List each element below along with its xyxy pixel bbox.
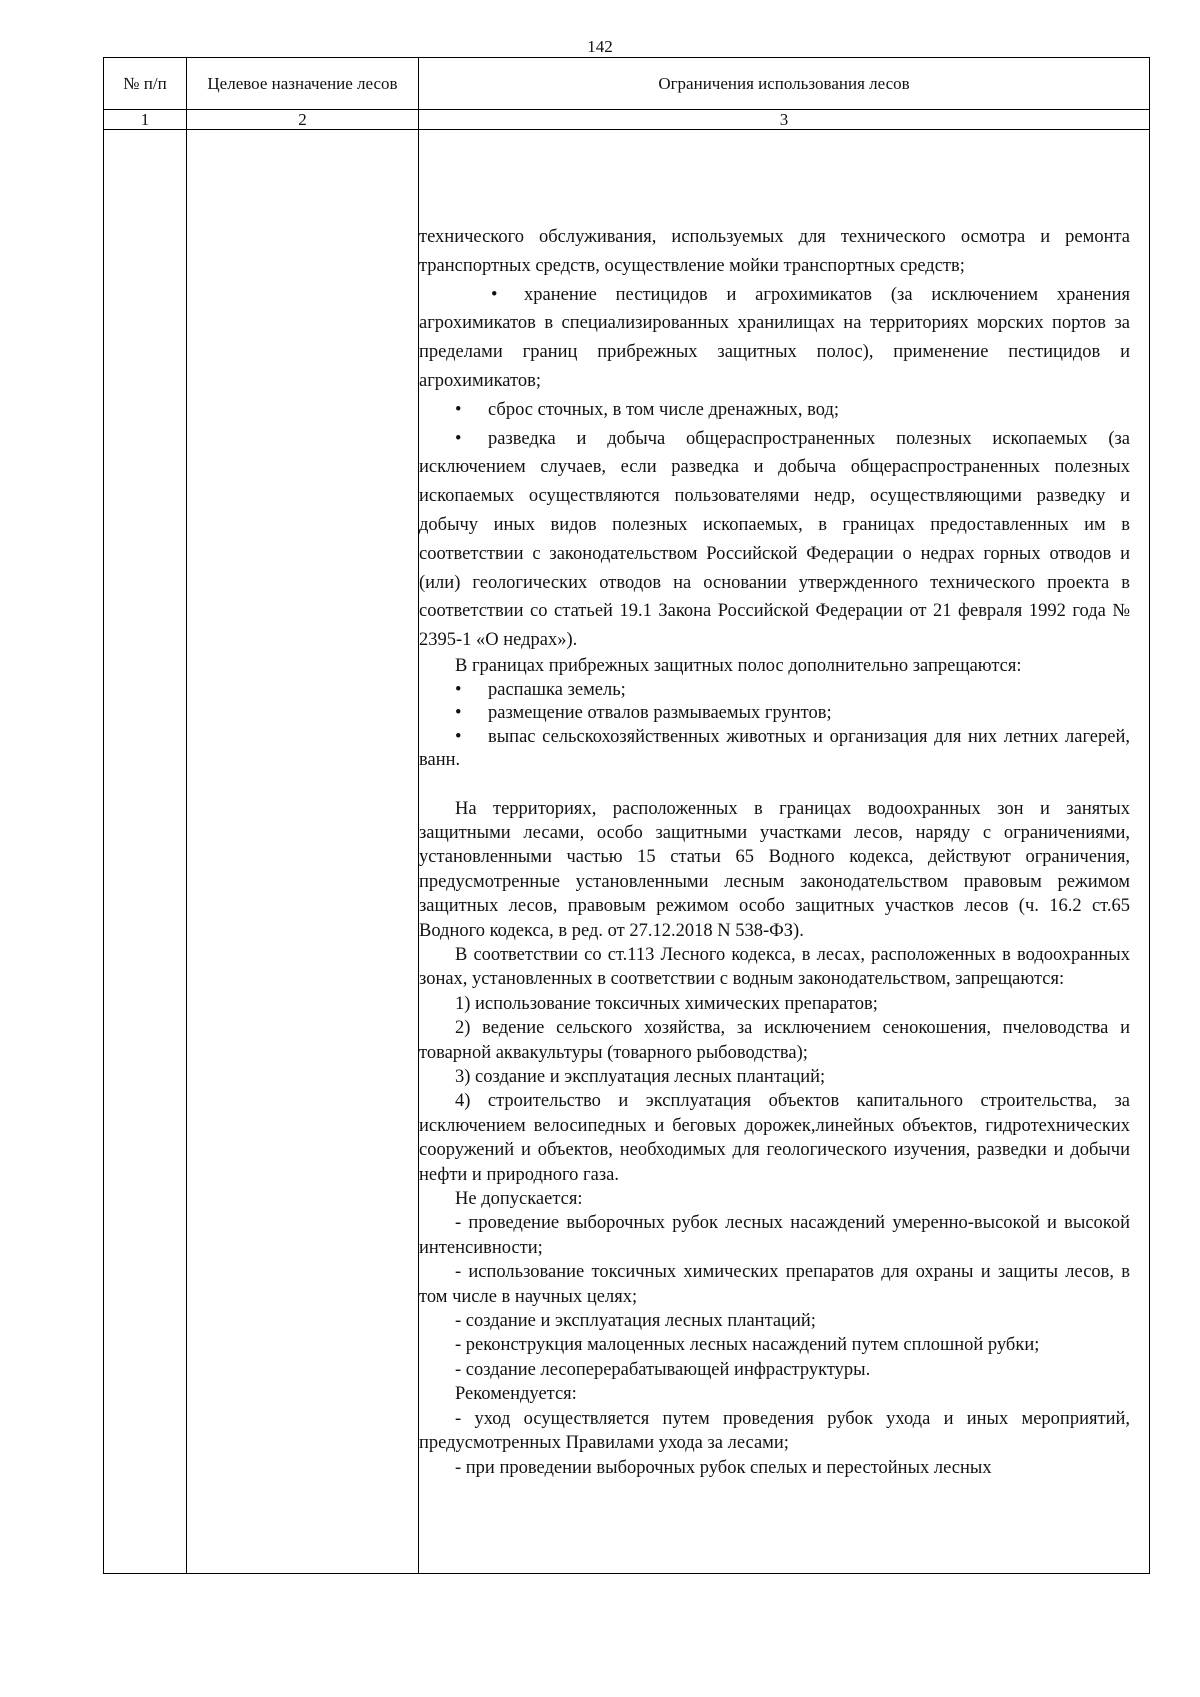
bullet-text: разведка и добыча общераспространенных полезных ископаемых (за исключением случаев, если разведка и добыча общераспространенных полезных ископаемых осуществляются пользователями недр, осуществляющими разведку и добычу иных видов полезных ископаемых, в границах предоставленных им в соответствии с законодательством Российской Федерации о недрах горных отводов и (или) геологических отводов на основании утвержденного технического проекта в соответствии со статьей 19.1 Закона Российской Федерации от 21 февраля 1992 года № 2395-1 «О недрах»). [419, 428, 1130, 651]
table-row [104, 130, 1150, 1574]
list-item: - при проведении выборочных рубок спелых и перестойных лесных [455, 1457, 992, 1478]
paragraph: В соответствии со ст.113 Лесного кодекса, в лесах, расположенных в водоохранных зонах, установленных в соответствии с водным законодательством, запрещаются: [419, 944, 1130, 990]
bullet-text: выпас сельскохозяйственных животных и организация для них летних лагерей, ванн. [419, 726, 1130, 771]
bullet-item [419, 679, 1130, 703]
bullet-icon: • [491, 284, 498, 305]
bullet-icon: • [455, 428, 462, 449]
list-item: - реконструкция малоценных лесных насаждений путем сплошной рубки; [455, 1335, 1040, 1356]
bullet-text: сброс сточных, в том числе дренажных, вод; [488, 399, 839, 420]
column-number-row [104, 110, 1150, 130]
paragraph: Не допускается: [455, 1189, 583, 1210]
bullet-icon: • [455, 679, 462, 700]
list-item: 1) использование токсичных химических препаратов; [455, 993, 878, 1014]
header-number: № п/п [104, 58, 187, 110]
list-item: - проведение выборочных рубок лесных насаждений умеренно-высокой и высокой интенсивности; [419, 1213, 1130, 1258]
bullet-icon: • [455, 399, 462, 420]
bullet-text: размещение отвалов размываемых грунтов; [488, 703, 832, 724]
list-item: 4) строительство и эксплуатация объектов капитального строительства, за исключением велосипедных и беговых дорожек,линейных объектов, гидротехнических сооружений и объектов, необходимых для геологического изучения, разведки и добычи нефти и природного газа. [419, 1091, 1130, 1185]
bullet-text: распашка земель; [488, 679, 626, 700]
bullet-icon: • [455, 726, 462, 747]
paragraph: технического обслуживания, используемых для технического осмотра и ремонта транспортных средств, осуществление мойки транспортных средств; [419, 227, 1130, 276]
header-purpose: Целевое назначение лесов [187, 58, 419, 110]
column-number-1: 1 [104, 110, 187, 130]
paragraph: На территориях, расположенных в границах водоохранных зон и занятых защитными лесами, особо защитными участками лесов, наряду с ограничениями, установленными частью 15 статьи 65 Водного кодекса, действуют ограничения, предусмотренные установленными лесным законодательством правовым режимом защитных лесов, правовым режимом особо защитных участков лесов (ч. 16.2 ст.65 Водного кодекса, в ред. от 27.12.2018 N 538-ФЗ). [419, 798, 1130, 941]
page-number: 142 [587, 37, 613, 56]
bullet-icon: • [455, 703, 462, 724]
column-number-3: 3 [419, 110, 1150, 130]
column-number-2: 2 [187, 110, 419, 130]
bullet-item [419, 726, 1130, 773]
bullet-item [419, 396, 1130, 425]
bullet-item [419, 702, 1130, 726]
bullet-text: хранение пестицидов и агрохимикатов (за исключением хранения агрохимикатов в специализированных хранилищах на территориях морских портов за пределами границ прибрежных защитных полос), применение пестицидов и агрохимикатов; [419, 284, 1130, 392]
list-item: - использование токсичных химических препаратов для охраны и защиты лесов, в том числе в научных целях; [419, 1262, 1130, 1307]
list-item: - создание и эксплуатация лесных плантаций; [455, 1311, 816, 1332]
paragraph: Рекомендуется: [455, 1384, 577, 1405]
bullet-item [419, 425, 1130, 655]
cell-restrictions-text [419, 130, 1150, 1574]
bullet-item [419, 281, 1130, 396]
paragraph: В границах прибрежных защитных полос дополнительно запрещаются: [455, 656, 1022, 677]
paragraph-spacer [419, 773, 1130, 797]
list-item: 2) ведение сельского хозяйства, за исключением сенокошения, пчеловодства и товарной аквакультуры (товарного рыбоводства); [419, 1018, 1130, 1063]
list-item: 3) создание и эксплуатация лесных плантаций; [455, 1067, 826, 1087]
header-restrictions: Ограничения использования лесов [419, 58, 1150, 110]
cell-number-empty [104, 130, 187, 1574]
restrictions-table [103, 57, 1150, 1574]
table-header-row [104, 58, 1150, 110]
list-item: - уход осуществляется путем проведения рубок ухода и иных мероприятий, предусмотренных Правилами ухода за лесами; [419, 1408, 1130, 1454]
list-item: - создание лесоперерабатывающей инфраструктуры. [455, 1359, 871, 1380]
cell-purpose-empty [187, 130, 419, 1574]
